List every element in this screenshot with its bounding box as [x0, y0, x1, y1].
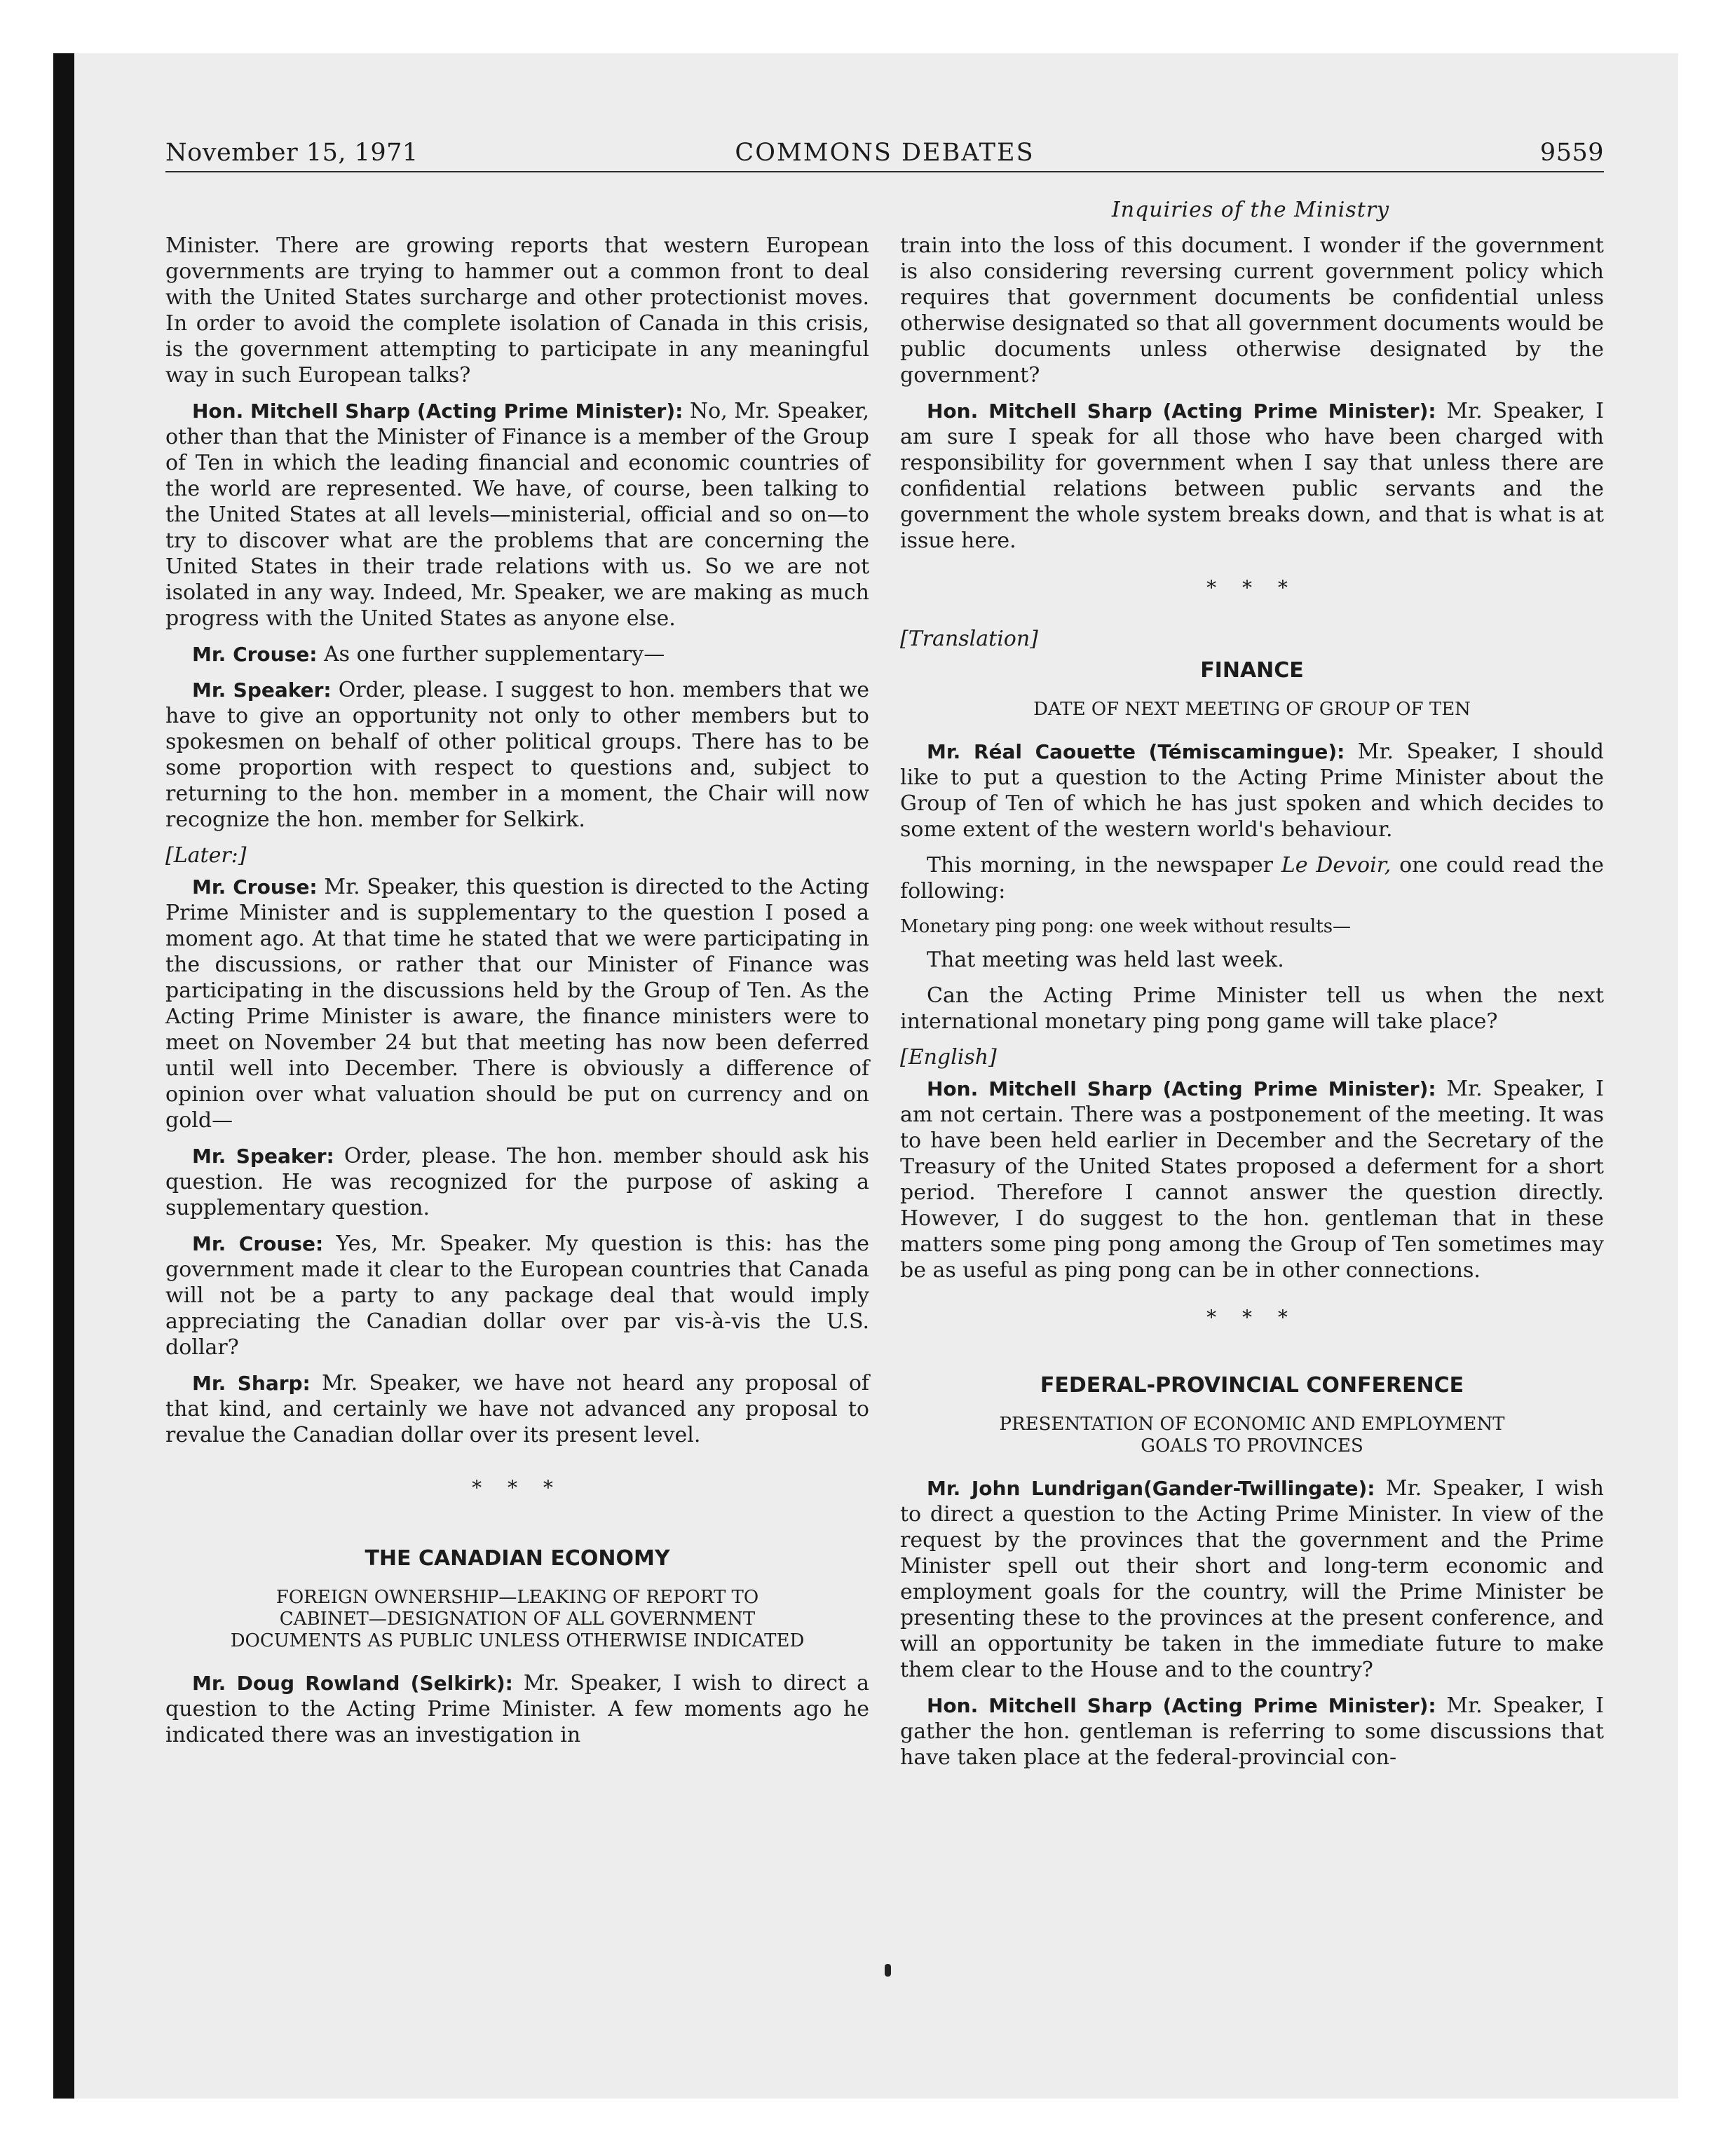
later-tag: [Later:]	[165, 843, 247, 868]
speech-text: Order, please. I suggest to hon. members that we have to give an opportunity not only to other members but to spokesmen on behalf of other political groups. There has to be some proportion with respect to questions and, subject to returning to the hon. member in a moment, the Chair will now recognize the hon. member for Selkirk.	[165, 678, 869, 832]
paragraph	[900, 739, 1604, 842]
paragraph: Minister. There are growing reports that western European governments are trying to hammer out a common front to deal with the United States surcharge and other protectionist moves. In order to avoid the complete isolation of Canada in this crisis, is the government attempting to participate in any meaningful way in such European talks?	[165, 233, 869, 388]
section-separator: * * *	[1206, 1306, 1298, 1329]
margin-mark	[885, 1964, 891, 1977]
paragraph	[165, 874, 869, 1133]
subheading-line: CABINET—DESIGNATION OF ALL GOVERNMENT	[279, 1609, 756, 1630]
speech-text: Yes, Mr. Speaker. My question is this: has the government made it clear to the European countries that Canada will not be a party to any package deal that would imply appreciating the Canadian dollar over par vis-à-vis the U.S. dollar?	[165, 1231, 869, 1360]
speaker-name: Hon. Mitchell Sharp (Acting Prime Minister):	[927, 1077, 1436, 1100]
paragraph	[165, 1370, 869, 1448]
paragraph	[165, 1143, 869, 1221]
subheading-line: GOALS TO PROVINCES	[1141, 1435, 1363, 1456]
paragraph: train into the loss of this document. I wonder if the government is also considering reversing current government policy which requires that government documents be confidential unless otherwise designated so that all government documents would be public documents unless otherwise designated by the government?	[900, 233, 1604, 388]
speech-text: Mr. Speaker, I am not certain. There was a postponement of the meeting. It was to have been held earlier in December and the Secretary of the Treasury of the United States proposed a deferment for a short period. Therefore I cannot answer the question directly. However, I do suggest to the hon. gentleman that in these matters some ping pong among the Group of Ten sometimes may be as useful as ping pong can be in other connections.	[900, 1077, 1605, 1283]
paragraph: Can the Acting Prime Minister tell us when the next international monetary ping pong game will take place?	[900, 983, 1604, 1034]
section-separator: * * *	[1206, 576, 1298, 599]
paragraph	[900, 1475, 1604, 1683]
speaker-name: Hon. Mitchell Sharp (Acting Prime Minister):	[927, 400, 1436, 423]
newspaper-title: Le Devoir,	[1281, 853, 1392, 878]
speaker-name: Hon. Mitchell Sharp (Acting Prime Minister):	[192, 400, 683, 423]
speech-text: As one further supplementary—	[317, 642, 665, 667]
running-head: Inquiries of the Ministry	[1111, 198, 1390, 222]
speaker-name: Hon. Mitchell Sharp (Acting Prime Minister):	[927, 1694, 1436, 1717]
speech-text: Mr. Speaker, this question is directed to the Acting Prime Minister and is supplementary to the question I posed a moment ago. At that time he stated that we were participating in the discussions, or rather that our Minister of Finance was participating in the discussions held by the Group of Ten. As the Acting Prime Minister is aware, the finance ministers were to meet on November 24 but that meeting has now been deferred until well into December. There is obviously a difference of opinion over what valuation should be put on currency and on gold—	[165, 875, 869, 1133]
speaker-name: Mr. Sharp:	[192, 1372, 311, 1395]
section-subheading	[165, 1587, 869, 1652]
speaker-name: Mr. John Lundrigan(Gander-Twillingate):	[927, 1477, 1375, 1500]
speaker-name: Mr. Crouse:	[192, 643, 318, 666]
speech-text: No, Mr. Speaker, other than that the Minister of Finance is a member of the Group of Ten in which the leading financial and economic countries of the world are represented. We have, of course, been talking to the United States at all levels—ministerial, official and so on—to try to discover what are the problems that are concerning the United States in their trade relations with us. So we are not isolated in any way. Indeed, Mr. Speaker, we are making as much progress with the United States as anyone else.	[165, 399, 870, 631]
speaker-name: Mr. Crouse:	[192, 1232, 324, 1255]
section-heading: THE CANADIAN ECONOMY	[365, 1546, 670, 1571]
english-tag: [English]	[900, 1045, 997, 1070]
header-date: November 15, 1971	[165, 139, 419, 167]
paragraph	[900, 852, 1604, 904]
translation-tag: [Translation]	[900, 627, 1038, 651]
speech-text: one could read the following:	[900, 853, 1604, 903]
section-subheading: DATE OF NEXT MEETING OF GROUP OF TEN	[1033, 699, 1471, 720]
header-publication: COMMONS DEBATES	[735, 139, 1035, 167]
paragraph	[165, 1231, 869, 1360]
left-column	[165, 233, 869, 1758]
paragraph	[900, 398, 1604, 554]
section-heading: FINANCE	[1200, 658, 1304, 683]
binding-edge	[53, 53, 74, 2099]
paragraph	[165, 677, 869, 833]
right-column	[900, 233, 1604, 1780]
speech-text: Order, please. The hon. member should ask his question. He was recognized for the purpose of asking a supplementary question.	[165, 1144, 869, 1220]
speech-text: Mr. Speaker, we have not heard any proposal of that kind, and certainly we have not advanced any proposal to revalue the Canadian dollar over its present level.	[165, 1371, 870, 1447]
speaker-name: Mr. Doug Rowland (Selkirk):	[192, 1672, 513, 1695]
document-page	[165, 137, 1605, 1770]
speaker-name: Mr. Speaker:	[192, 678, 332, 702]
paragraph	[900, 1076, 1604, 1283]
speech-text: Mr. Speaker, I should like to put a question to the Acting Prime Minister about the Group of Ten of which he has just spoken and which decides to some extent of the western world's behaviour.	[900, 739, 1604, 842]
paragraph	[165, 641, 869, 667]
section-subheading	[900, 1414, 1604, 1457]
paragraph: That meeting was held last week.	[927, 948, 1284, 972]
speaker-name: Mr. Speaker:	[192, 1145, 334, 1168]
subheading-line: DOCUMENTS AS PUBLIC UNLESS OTHERWISE INDICATED	[230, 1630, 805, 1651]
speech-text: Mr. Speaker, I gather the hon. gentleman is referring to some discussions that have taken place at the federal-provincial con-	[900, 1693, 1605, 1770]
section-separator: * * *	[472, 1476, 563, 1499]
page-header	[165, 137, 1604, 172]
paragraph	[165, 398, 869, 632]
quotation: Monetary ping pong: one week without results—	[900, 916, 1352, 937]
speech-text: This morning, in the newspaper	[927, 853, 1281, 878]
subheading-line: FOREIGN OWNERSHIP—LEAKING OF REPORT TO	[275, 1587, 759, 1608]
speech-text: Mr. Speaker, I wish to direct a question to the Acting Prime Minister. In view of the request by the provinces that the government and the Prime Minister spell out their short and long-term economic and employment goals for the country, will the Prime Minister be presenting these to the provinces at the present conference, and will an opportunity be taken in the immediate future to make them clear to the House and to the country?	[900, 1476, 1604, 1682]
paragraph	[900, 1693, 1604, 1770]
speech-text: Mr. Speaker, I wish to direct a question to the Acting Prime Minister. A few moments ago he indicated there was an investigation in	[165, 1671, 869, 1747]
speech-text: Mr. Speaker, I am sure I speak for all those who have been charged with responsibility for government when I say that unless there are confidential relations between public servants and the government the whole system breaks down, and that is what is at issue here.	[900, 399, 1605, 553]
speaker-name: Mr. Réal Caouette (Témiscamingue):	[927, 740, 1345, 763]
header-page-number: 9559	[1539, 139, 1604, 167]
subheading-line: PRESENTATION OF ECONOMIC AND EMPLOYMENT	[999, 1414, 1505, 1435]
section-heading: FEDERAL-PROVINCIAL CONFERENCE	[1040, 1373, 1464, 1398]
paragraph	[165, 1670, 869, 1748]
speaker-name: Mr. Crouse:	[192, 875, 318, 899]
